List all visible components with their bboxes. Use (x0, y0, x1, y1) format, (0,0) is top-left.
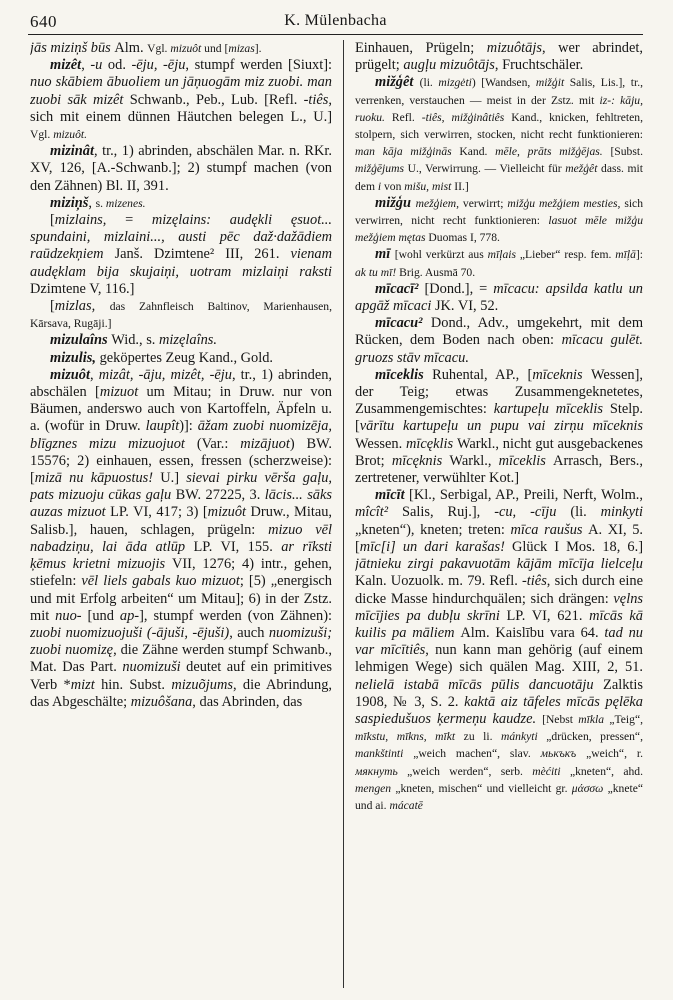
entry-text: „Teig“, (609, 712, 643, 726)
entry-text: mīceknis (532, 366, 591, 383)
entry-text: hin. Subst. (101, 676, 172, 693)
dictionary-entry (355, 74, 643, 194)
entry-text: iz-: kāju, ruoku. (355, 93, 643, 124)
entry-text: vienam audęklam bija skujaiņi, uotram mizlaiņi raksti (30, 246, 332, 280)
entry-text: BW. 27225, 3. (175, 487, 265, 504)
dictionary-entry (355, 246, 643, 280)
entry-text: ]: (635, 248, 643, 262)
dictionary-entry (30, 195, 332, 212)
entry-text: , wer abrindet, prügelt; (355, 40, 643, 74)
entry-text: Arrasch, Bers., zertretener, verwühlter Kot.] (355, 452, 643, 487)
entry-text: [ (50, 212, 55, 229)
entry-text: Alm. Kaislību vara 64. (460, 624, 605, 641)
dictionary-entry (30, 212, 332, 298)
entry-text: vēl liels gabals kuo mizuot (81, 573, 240, 590)
entry-text: Brig. Ausmā 70. (399, 265, 476, 279)
entry-text: mizuôšana (130, 693, 193, 710)
entry-text: ], stumpf werden (von Zähnen): (139, 607, 332, 624)
entry-text: (li. (570, 504, 601, 521)
entry-text: mižģu mežģiem mesties, (507, 196, 625, 210)
entry-text: āžam zuobi nuomizēja, blīgznes mizu mizuojuot (30, 418, 332, 452)
entry-text: , tr., 1) abrinden, abschälen Mar. n. RKr. XV, 126, [A.-Schwanb.]; 2) stumpf machen (von den Zähnen) Bl. II, 391. (30, 143, 332, 194)
entry-text: kaktā aiz tāfeles mīcās pęlēka saspiedušuos ķermeņu kaudze. (355, 693, 643, 727)
entry-text: verwirrt; (462, 196, 508, 210)
entry-text: „knete“ und ai. (355, 781, 643, 812)
entry-text: -tiês (303, 91, 329, 108)
entry-text: , (90, 366, 99, 383)
entry-text: um Mitau; in Druw. nur von Bäumen, anderswo auch von Kartoffeln, Äpfeln u. a. (wofür in Druw. (30, 384, 332, 435)
entry-text: LP. VI, 155. (193, 538, 282, 555)
entry-text: sievai pirku vērša gaļu, pats mizuoju cūkas gaļu (30, 470, 332, 504)
entry-text: , (88, 194, 96, 211)
entry-text: zuobi nuomizuojuši (-ājuši, -ējuši) (30, 624, 230, 641)
entry-text: -tiês (522, 573, 547, 590)
entry-text: LP. VI, 417; 3) [ (110, 504, 208, 521)
entry-text: nuomizuši; zuobi nuomizę (30, 624, 332, 659)
entry-text: zu li. (463, 730, 502, 744)
headword: mī (375, 246, 395, 263)
entry-text: sich verwirren, nicht recht funktionieren: (355, 196, 643, 228)
entry-text: Vgl. (30, 128, 54, 142)
entry-text: nelielā istabā mīcās pūlis dancuotāju (355, 676, 604, 693)
headword: mizulaîns (50, 332, 112, 349)
entry-text: lasuot mēle mižģu mežģiem mętas (355, 214, 643, 245)
entry-text: [Dond.], = (424, 280, 494, 297)
entry-text: mīcacu: apsilda katlu un apgāž mīcaci (355, 280, 643, 315)
entry-text: „kneten“, ahd. (569, 764, 643, 778)
entry-text: mánkyti (501, 730, 547, 744)
entry-text: VII, 1276; 4) intr., gehen, stiefeln: (30, 556, 332, 590)
entry-text: mīkla (578, 712, 610, 726)
headword: mizuôt (50, 366, 90, 383)
entry-text: Zalktis 1908, № 3, S. 2. (355, 676, 643, 710)
entry-text: mizuôtājs (486, 40, 542, 56)
entry-text: jātnieku zirgi pakavuotām kājām mīcīja lielceļu (355, 556, 643, 573)
entry-text: , stumpf werden [Siuxt]: (185, 57, 332, 74)
entry-text: od. (107, 57, 132, 74)
entry-text: , tr., 1) abrinden, abschälen [ (30, 366, 332, 401)
entry-text: , die Zähne werden stumpf Schwanb., Mat. Das Part. (30, 642, 332, 676)
entry-text: , sich durch eine dicke Masse hindurchquälen; sich drängen: (355, 573, 643, 607)
entry-text: mēle, prāts mižģējas. (495, 145, 611, 159)
entry-text: mizuo vēl nabadziņu, lai āda atlūp (30, 521, 332, 555)
entry-text: Wessen. (355, 435, 406, 452)
entry-text: mîcît² (355, 504, 402, 521)
entry-text: von (383, 179, 405, 193)
entry-text: „weich machen“, slav. (413, 747, 541, 761)
entry-text: mīc[i] un dari karašas! (359, 538, 512, 555)
entry-text: geköpertes Zeug Kand., Gold. (99, 349, 274, 366)
entry-text: mizęlaîns. (159, 332, 217, 349)
entry-text: [ (50, 298, 55, 315)
entry-text: ak tu mī! (355, 265, 400, 279)
dictionary-entry (30, 40, 332, 57)
entry-text: Einhauen, Prügeln; (355, 40, 487, 56)
page-header (28, 6, 643, 35)
dictionary-entry (30, 57, 332, 143)
entry-text: mīca raušus (510, 521, 589, 538)
entry-text: Warkl., nicht gut ausgebackenes Brot; (355, 435, 643, 469)
entry-text: „kneten“), kneten; treten: (355, 521, 511, 538)
entry-text: man kāja mižģinās (355, 145, 460, 159)
entry-text: deutet auf ein primitives Verb * (30, 659, 332, 693)
entry-text: Warkl., (449, 452, 499, 469)
entry-text: mižģējums (355, 162, 408, 176)
entry-text: II.] (454, 179, 469, 193)
dictionary-entry (30, 367, 332, 711)
entry-text: Alm. (114, 40, 148, 56)
entry-text: μάσσω (571, 781, 608, 795)
entry-text: s. (95, 196, 106, 210)
headword: mižģêt (375, 74, 420, 91)
headword: miziņš (50, 194, 89, 211)
entry-text: mizā nu kāpuostus! (34, 470, 161, 487)
entry-text: Glück I Mos. 18, 6.] (512, 538, 643, 555)
entry-text: [wohl verkürzt aus (394, 248, 488, 262)
dictionary-entry (355, 487, 643, 814)
entry-text: , die Abrindung, das Abgeschälte; (30, 676, 332, 710)
dictionary-entry (355, 367, 643, 487)
entry-text: -cu, -cīju (494, 504, 571, 521)
entry-text: LP. VI, 621. (506, 607, 590, 624)
entry-text: , sich mit einem dünnen Häutchen belegen L., U.] (30, 91, 332, 125)
headword: mižģu (375, 194, 416, 211)
entry-text: mīļais (487, 248, 520, 262)
entry-text: nuo skābiem ābuoliem un jāņuogām miz zuobi. man zuobi sāk mizêt (30, 74, 332, 108)
entry-text: mizuõjums (171, 676, 233, 693)
entry-text: Kand., knicken, fehltreten, stolpern, sich verwirren, stocken, nicht recht funktionieren: (355, 110, 643, 142)
entry-text: nuo- (55, 607, 88, 624)
entry-text: nuomizuši (122, 659, 187, 676)
entry-text: -ēju, -ēju (131, 57, 186, 74)
entry-text: mīcęknis (391, 452, 450, 469)
running-head: K. Mülenbacha (284, 12, 387, 29)
headword: mizulis, (50, 349, 100, 366)
dictionary-entry (355, 195, 643, 247)
entry-text: jās miziņš būs (30, 40, 115, 56)
entry-text: mizt (70, 676, 102, 693)
column-divider (343, 40, 344, 988)
entry-text: mīļā (615, 248, 636, 262)
entry-text: Salis, Ruj.], (402, 504, 495, 521)
entry-text: A. XI, 5. [ (355, 521, 643, 555)
entry-text: das Zahnfleisch Baltinov, Marienhausen, Kārsava, Rugāji.] (30, 300, 332, 331)
entry-text: mišu, mist (404, 179, 455, 193)
entry-text: vęlns mīcījies pa dubļu skrīni (355, 590, 643, 624)
entry-text: JK. VI, 52. (434, 298, 499, 315)
entry-text: „weich“, r. (586, 747, 643, 761)
entry-text: -tiês, mižģinâtiês (421, 110, 512, 124)
entry-text: мякнуть (355, 764, 408, 778)
right-column (355, 40, 643, 990)
page-number: 640 (30, 12, 57, 31)
headword: mizinât (50, 143, 94, 160)
entry-text: mizlains, (54, 212, 126, 229)
headword: mīcacu² (375, 315, 431, 332)
dictionary-entry (355, 281, 643, 315)
entry-text: Wid., s. (111, 332, 159, 349)
entry-text: Ruhental, AP., [ (432, 366, 533, 383)
entry-text: [Kl., Serbigal, AP., Preili, Nerft, Wolm., (409, 487, 643, 504)
entry-text: Janš. Dzimtene² III, 261. (114, 246, 291, 263)
entry-text: ap- (119, 607, 140, 624)
entry-text: mizât, -āju, mizêt, -ēju (98, 366, 232, 383)
entry-text: augļu mizuôtājs (403, 57, 495, 74)
entry-text: mežģiem, (415, 196, 463, 210)
entry-text: mizenes. (105, 196, 146, 210)
entry-text: Stelp. [ (355, 401, 643, 435)
entry-text: kartupeļu mīceklis (493, 401, 610, 418)
entry-text: , nun kann man gehörig (auf einem lehmigen Wege) sich quälen Mag. XIII, 2, 51. (355, 642, 643, 676)
headword: mīcīt (375, 487, 410, 504)
entry-text: Salis, Lis.], tr., verrenken, verstauchen — meist in der Zstz. mit (355, 76, 643, 107)
entry-text: ar rīksti ķēmus krietni mizuojis (30, 538, 332, 573)
entry-text: (li. (419, 76, 439, 90)
entry-text: tad nu var mīcītiês (355, 624, 643, 659)
entry-text: mizas (228, 42, 255, 55)
entry-text: mizuôt (207, 504, 251, 521)
entry-text: mácatē (389, 798, 423, 812)
entry-text: mīkstu, mīkns, mīkt (355, 730, 464, 744)
entry-text: mižģit (535, 76, 570, 90)
entry-text: Kand. (459, 145, 496, 159)
entry-text: Dzimtene V, 116.] (30, 280, 135, 297)
entry-text: [Subst. (610, 145, 643, 159)
entry-text: (Var.: (196, 435, 241, 452)
dictionary-entry (355, 315, 643, 367)
entry-text: ) [Wandsen, (471, 76, 536, 90)
entry-text: mengen (355, 781, 396, 795)
entry-text: und [ (204, 42, 229, 55)
entry-text: „drücken, pressen“, (546, 730, 643, 744)
headword: mizêt (50, 57, 82, 74)
entry-text: mizājuot (240, 435, 290, 452)
dictionary-entry (355, 40, 643, 74)
entry-text: мькъкъ (540, 747, 587, 761)
entry-text: „weich werden“, serb. (407, 764, 533, 778)
headword: mīcacī² (375, 280, 425, 297)
entry-text: dass. mit dem (355, 162, 643, 193)
entry-text: mizuôt (170, 42, 205, 55)
entry-text: mankštinti (355, 747, 414, 761)
entry-text: Dond., Adv., umgekehrt, mit dem Rücken, dem Boden nach oben: (355, 315, 643, 349)
entry-text: vārītu kartupeļu un pupu vai zirņu mīceknis (359, 418, 643, 435)
entry-text: i (377, 179, 384, 193)
headword: mīceklis (375, 366, 433, 383)
entry-text: Vgl. (147, 42, 171, 55)
entry-text: ]. (254, 42, 262, 55)
dictionary-entry (30, 298, 332, 332)
entry-text: Wessen], der Teig; etwas Zusammengeknetetes, Zusammengemischtes: (355, 366, 643, 418)
entry-text: mīcās kā kuilis pa māliem (355, 607, 643, 641)
entry-text: [und (87, 607, 120, 624)
entry-text: [Nebst (542, 712, 579, 726)
entry-text: , Fruchtschäler. (494, 57, 584, 74)
dictionary-entry (30, 350, 332, 367)
entry-text: , das Abrinden, das (192, 693, 303, 710)
dictionary-entry (30, 143, 332, 195)
entry-text: U., Verwirrung. — Vielleicht für (407, 162, 566, 176)
entry-text: mizuôt. (53, 128, 88, 142)
dictionary-entry (30, 332, 332, 349)
entry-text: )]: (179, 418, 198, 435)
entry-text: ) BW. 15576; 2) einhauen, essen, fressen (scherzweise): [ (30, 435, 332, 487)
entry-text: ; [5) „energisch und mit Erfolg arbeiten“ um Mitau]; 6) in der Zstz. mit (30, 573, 332, 624)
entry-text: lācis... sāks auzas mizuot (30, 487, 332, 521)
entry-text: mežģêt (565, 162, 602, 176)
entry-text: mīcęklis (406, 435, 457, 452)
entry-text: mizlas, (54, 298, 110, 315)
entry-text: „Lieber“ resp. fem. (519, 248, 616, 262)
entry-text: Druw., Mitau, Salisb.], hauen, schlagen, prügeln: (30, 504, 332, 538)
entry-text: minkyti (600, 504, 643, 521)
entry-text: , auch (229, 624, 269, 641)
entry-text: = (125, 212, 152, 229)
entry-text: U.] (160, 470, 187, 487)
entry-text: mizęlains: audękli ęsuot... spundaini, mizlaini..., austi pēc daž·dažādiem raūdzekņiem (30, 212, 332, 263)
entry-text: Refl. (391, 110, 422, 124)
entry-text: „kneten, mischen“ und vielleicht gr. (395, 781, 572, 795)
entry-text: , (81, 57, 91, 74)
entry-text: Duomas I, 778. (428, 231, 500, 245)
entry-text: -u (90, 57, 108, 74)
entry-text: Schwanb., Peb., Lub. [Refl. (129, 91, 304, 108)
entry-text: mizgėti (438, 76, 472, 90)
entry-text: mèćiti (532, 764, 570, 778)
entry-text: Kaln. Uozuolk. m. 79. Refl. (355, 573, 523, 590)
left-column (30, 40, 332, 990)
entry-text: mīceklis (498, 452, 554, 469)
entry-text: mizuot (99, 384, 147, 401)
entry-text: mīcacu gulēt. gruozs stāv mīcacu. (355, 332, 643, 366)
entry-text: laupît (145, 418, 180, 435)
